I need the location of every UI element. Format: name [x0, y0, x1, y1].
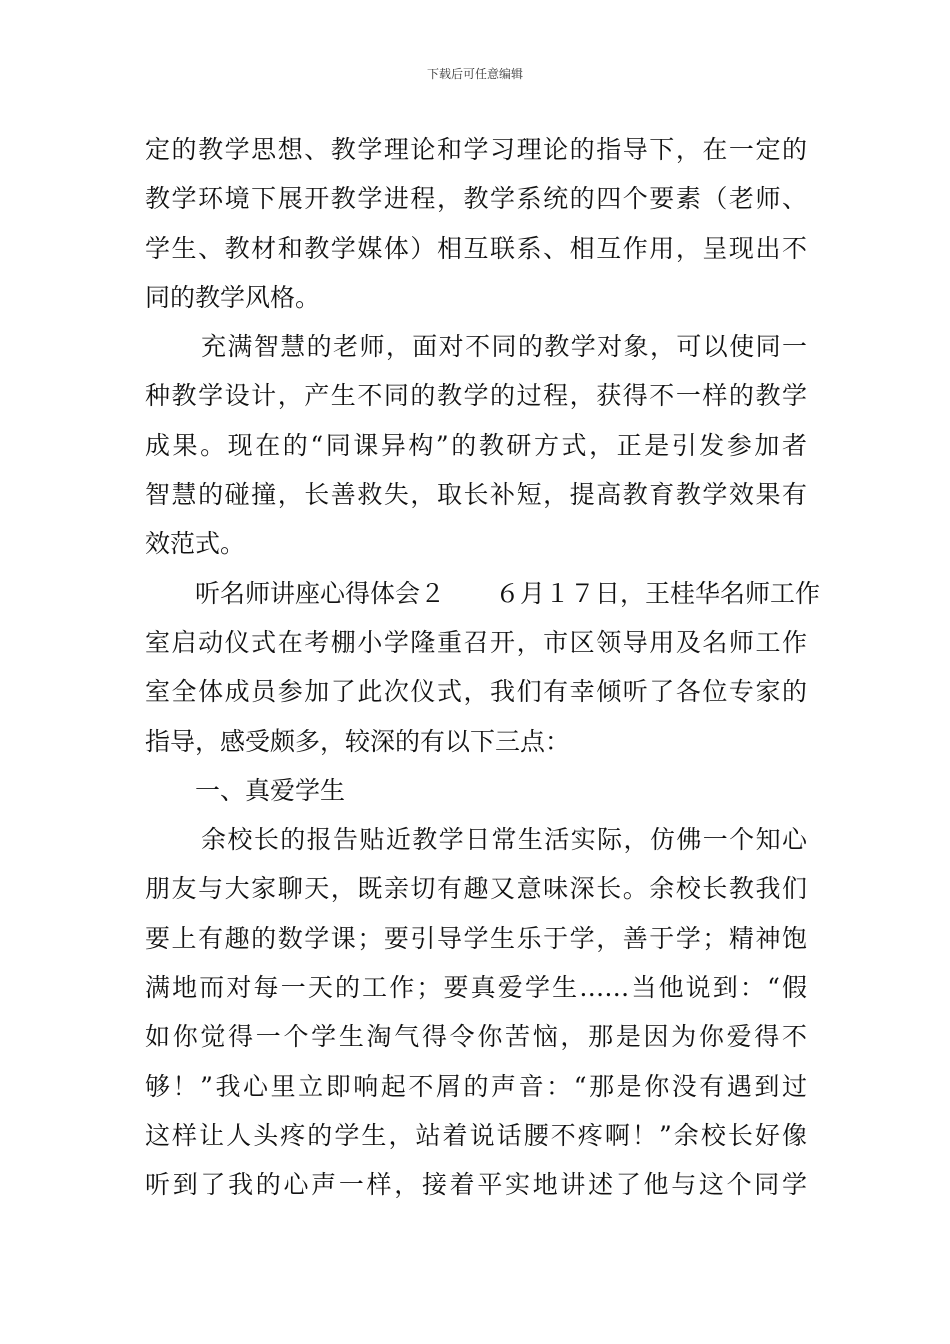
text-line: 种教学设计，产生不同的教学的过程，获得不一样的教学: [145, 381, 807, 411]
text-line: 定的教学思想、教学理论和学习理论的指导下，在一定的: [145, 135, 807, 164]
section-heading: 一、真爱学生: [195, 775, 346, 805]
text-line: 智慧的碰撞，长善救失，取长补短，提高教育教学效果有: [145, 480, 807, 510]
page-header: 下载后可任意编辑: [426, 67, 523, 81]
text-line: 朋友与大家聊天，既亲切有趣又意味深长。余校长教我们: [145, 874, 807, 904]
text-line: 听到了我的心声一样，接着平实地讲述了他与这个同学: [145, 1170, 807, 1200]
text-line: 学生、教材和教学媒体）相互联系、相互作用，呈现出不: [145, 233, 807, 263]
text-line: 同的教学风格。: [145, 282, 321, 312]
document-body: [145, 125, 821, 1210]
text-line: 如你觉得一个学生淘气得令你苦恼，那是因为你爱得不: [145, 1022, 807, 1052]
text-line: 室全体成员参加了此次仪式，我们有幸倾听了各位专家的: [145, 677, 807, 707]
text-line: 够！”我心里立即响起不屑的声音：“那是你没有遇到过: [145, 1071, 807, 1101]
paragraph-first-line: 听名师讲座心得体会２ ６月１７日，王桂华名师工作: [195, 578, 821, 608]
paragraph-first-line: 充满智慧的老师，面对不同的教学对象，可以使同一: [201, 332, 807, 362]
text-line: 满地而对每一天的工作；要真爱学生……当他说到：“假: [145, 973, 807, 1003]
paragraph-first-line: 余校长的报告贴近教学日常生活实际，仿佛一个知心: [201, 825, 807, 855]
text-line: 教学环境下展开教学进程，教学系统的四个要素（老师、: [145, 184, 807, 214]
text-line: 要上有趣的数学课；要引导学生乐于学，善于学；精神饱: [145, 923, 807, 953]
text-line: 效范式。: [145, 529, 246, 559]
text-line: 这样让人头疼的学生，站着说话腰不疼啊！”余校长好像: [145, 1120, 807, 1150]
text-line: 成果。现在的“同课异构”的教研方式，正是引发参加者: [145, 430, 807, 460]
text-line: 室启动仪式在考棚小学隆重召开，市区领导用及名师工作: [145, 627, 807, 657]
text-line: 指导，感受颇多，较深的有以下三点：: [145, 726, 571, 756]
